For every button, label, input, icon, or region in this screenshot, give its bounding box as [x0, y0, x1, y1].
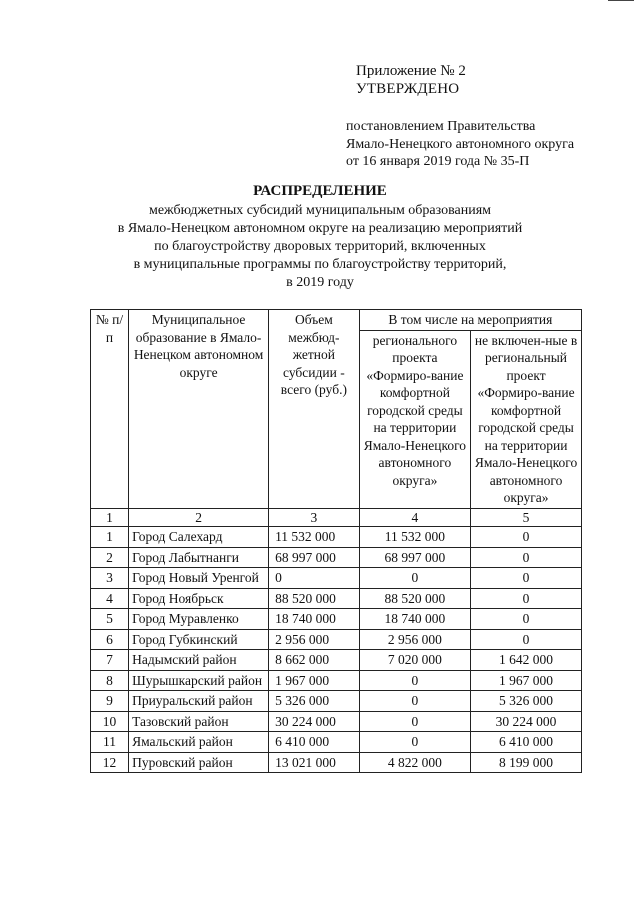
row-regional: 0 [359, 732, 470, 753]
approval-line-2: Ямало-Ненецкого автономного округа [346, 136, 575, 152]
row-municipality: Приуральский район [129, 691, 269, 712]
approval-block [346, 118, 574, 171]
table-row [91, 629, 582, 650]
row-number: 9 [91, 691, 129, 712]
table-row [91, 691, 582, 712]
row-total: 18 740 000 [269, 609, 360, 630]
row-not-included: 1 642 000 [471, 650, 582, 671]
row-total: 6 410 000 [269, 732, 360, 753]
row-municipality: Пуровский район [129, 752, 269, 773]
row-regional: 2 956 000 [359, 629, 470, 650]
row-not-included: 5 326 000 [471, 691, 582, 712]
row-number: 8 [91, 670, 129, 691]
row-regional: 88 520 000 [359, 588, 470, 609]
appendix-block [356, 62, 466, 98]
table-row [91, 568, 582, 589]
row-municipality: Ямальский район [129, 732, 269, 753]
row-municipality: Надымский район [129, 650, 269, 671]
row-number: 12 [91, 752, 129, 773]
row-municipality: Тазовский район [129, 711, 269, 732]
subtitle-line: в 2019 году [286, 275, 354, 290]
row-number: 6 [91, 629, 129, 650]
row-regional: 0 [359, 670, 470, 691]
table-row [91, 650, 582, 671]
header-including: В том числе на мероприятия [359, 310, 581, 331]
row-regional: 11 532 000 [359, 527, 470, 548]
appendix-label: Приложение № 2 [356, 63, 466, 79]
column-index-row [91, 508, 582, 527]
table-row [91, 588, 582, 609]
subtitle-line: в муниципальные программы по благоустройству территорий, [133, 257, 507, 272]
subtitle-line: межбюджетных субсидий муниципальным образованиям [148, 203, 492, 218]
document-subtitle [60, 202, 580, 292]
column-index: 1 [91, 508, 129, 527]
header-not-included: не включен-ные в региональный проект «Формиро-вание комфортной городской среды на территории Ямало-Ненецкого автономного округа» [471, 330, 582, 508]
row-total: 5 326 000 [269, 691, 360, 712]
row-number: 7 [91, 650, 129, 671]
row-total: 8 662 000 [269, 650, 360, 671]
row-municipality: Город Лабытнанги [129, 547, 269, 568]
header-volume: Объем межбюд-жетной субсидии - всего (руб.) [269, 310, 360, 509]
column-index: 5 [471, 508, 582, 527]
row-regional: 18 740 000 [359, 609, 470, 630]
subtitle-line: по благоустройству дворовых территорий, включенных [154, 239, 486, 254]
approved-label: УТВЕРЖДЕНО [356, 81, 460, 97]
row-municipality: Город Ноябрьск [129, 588, 269, 609]
table-row [91, 711, 582, 732]
row-not-included: 0 [471, 527, 582, 548]
row-total: 1 967 000 [269, 670, 360, 691]
table-row [91, 609, 582, 630]
row-not-included: 0 [471, 629, 582, 650]
row-not-included: 1 967 000 [471, 670, 582, 691]
approval-line-1: постановлением Правительства [346, 119, 536, 134]
header-municipality: Муниципальное образование в Ямало-Ненецком автономном округе [129, 310, 269, 509]
row-not-included: 0 [471, 609, 582, 630]
row-not-included: 0 [471, 588, 582, 609]
distribution-table [90, 309, 582, 773]
row-regional: 0 [359, 568, 470, 589]
subtitle-line: в Ямало-Ненецком автономном округе на реализацию мероприятий [117, 221, 523, 236]
row-number: 1 [91, 527, 129, 548]
row-total: 2 956 000 [269, 629, 360, 650]
row-number: 2 [91, 547, 129, 568]
row-total: 13 021 000 [269, 752, 360, 773]
row-number: 4 [91, 588, 129, 609]
row-not-included: 0 [471, 568, 582, 589]
header-num: № п/п [91, 310, 129, 509]
column-index: 2 [129, 508, 269, 527]
row-regional: 0 [359, 711, 470, 732]
row-regional: 0 [359, 691, 470, 712]
row-municipality: Шурышкарский район [129, 670, 269, 691]
row-regional: 68 997 000 [359, 547, 470, 568]
row-regional: 7 020 000 [359, 650, 470, 671]
table-row [91, 527, 582, 548]
table-row [91, 732, 582, 753]
row-municipality: Город Новый Уренгой [129, 568, 269, 589]
approval-line-3: от 16 января 2019 года № 35-П [346, 154, 530, 169]
row-number: 11 [91, 732, 129, 753]
table-header-row [91, 310, 582, 331]
scan-mark [608, 0, 634, 4]
row-municipality: Город Муравленко [129, 609, 269, 630]
row-not-included: 0 [471, 547, 582, 568]
row-municipality: Город Салехард [129, 527, 269, 548]
row-total: 88 520 000 [269, 588, 360, 609]
row-total: 11 532 000 [269, 527, 360, 548]
row-total: 0 [269, 568, 360, 589]
table-row [91, 670, 582, 691]
row-number: 10 [91, 711, 129, 732]
row-number: 3 [91, 568, 129, 589]
row-municipality: Город Губкинский [129, 629, 269, 650]
column-index: 3 [269, 508, 360, 527]
row-regional: 4 822 000 [359, 752, 470, 773]
table-row [91, 752, 582, 773]
table-row [91, 547, 582, 568]
row-not-included: 8 199 000 [471, 752, 582, 773]
column-index: 4 [359, 508, 470, 527]
row-number: 5 [91, 609, 129, 630]
document-title: РАСПРЕДЕЛЕНИЕ [253, 183, 387, 199]
row-not-included: 30 224 000 [471, 711, 582, 732]
row-total: 30 224 000 [269, 711, 360, 732]
header-regional: регионального проекта «Формиро-вание комфортной городской среды на территории Ямало-Ненецкого автономного округа» [359, 330, 470, 508]
row-total: 68 997 000 [269, 547, 360, 568]
row-not-included: 6 410 000 [471, 732, 582, 753]
